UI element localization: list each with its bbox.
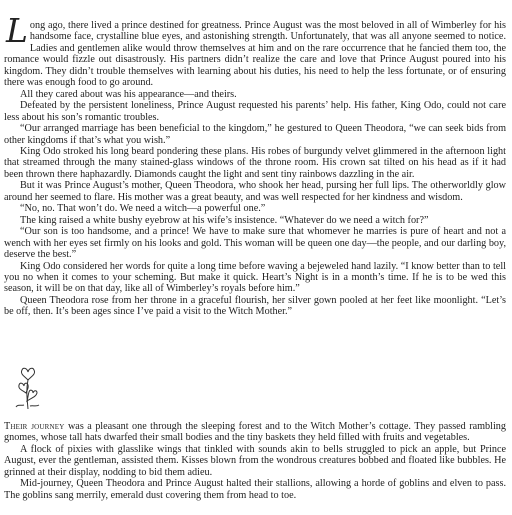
paragraph-text: was a pleasant one through the sleeping forest and to the Witch Mother’s cottage. They passed rambling gnomes, whose tall hats dwarfed their small bodies and the tiny baskets they held filled with fruits and vegetables. — [4, 421, 506, 444]
section-text — [4, 421, 506, 501]
paragraph: Queen Theodora rose from her throne in a graceful flourish, her silver gown pooled at her feet like moonlight. “Let’s be off, then. It’s been ages since I’ve paid a visit to the Witch Mother.” — [4, 294, 506, 318]
paragraph: Mid-journey, Queen Theodora and Prince August halted their stallions, allowing a horde of goblins and elven to pass. The goblins sang merrily, emerald dust covering them from head to toe. — [4, 478, 506, 501]
paragraph: But it was Prince August’s mother, Queen Theodora, who shook her head, pursing her full lips. The otherworldly glow around her seemed to flare. His mother was a great beauty, and was well respected for her kindness and wisdom. — [4, 180, 506, 203]
drop-cap: L — [6, 11, 28, 50]
paragraph: “Our son is too handsome, and a prince! We have to make sure that whomever he marries is pure of heart and not a wench with her eyes set firmly on his looks and gold. This woman will be queen one day—the people, and our darling boy, deserve the best.” — [4, 226, 506, 261]
lead-in: Their journey — [4, 421, 65, 432]
paragraph-text: ong ago, there lived a prince destined for greatness. Prince August was the most beloved in all of Wimberley for his handsome face, crystalline blue eyes, and astonishing strength. Unfortunately, that was all anyone seemed to notice. Ladies and gentlemen alike would throw themselves at him and on the rare occurrence that he fancied them too, the romance would fizzle out disastrously. His partners didn’t realize the care and love that Prince August poured into his kingdom. They didn’t trouble themselves with learning about his duties, his need to help the less fortunate, or of ensuring there was enough food to go around. — [4, 20, 506, 89]
hearts-flower-icon — [11, 360, 45, 410]
paragraph: The king raised a white bushy eyebrow at his wife’s insistence. “Whatever do we need a witch for?” — [20, 214, 429, 226]
paragraph: “No, no. That won’t do. We need a witch—a powerful one.” — [20, 203, 266, 215]
paragraph: King Odo considered her words for quite a long time before waving a bejeweled hand lazily. “I know better than to tell you no when it comes to your scheming. But make it quick. Heart’s Night is in a month’s time. If he is to be wed this season, it will be on that day, like all of Wimberley’s royals before him.” — [4, 260, 506, 295]
paragraph: A flock of pixies with glasslike wings that tinkled with sounds akin to bells struggled to pick an apple, but Prince August, ever the gentleman, assisted them. Kisses blown from the wondrous creatures bobbed and floated like bubbles. He grinned at their display, nodding to bid them adieu. — [4, 443, 506, 478]
chapter-text — [4, 11, 506, 318]
opening-paragraph — [4, 11, 506, 89]
paragraph: “Our arranged marriage has been beneficial to the kingdom,” he gestured to Queen Theodora, “we can seek bids from other kingdoms if that’s what you wish.” — [4, 123, 506, 146]
section-lead-paragraph — [4, 421, 506, 444]
paragraph: All they cared about was his appearance—and theirs. — [20, 88, 237, 100]
paragraph: Defeated by the persistent loneliness, Prince August requested his parents’ help. His father, King Odo, could not care less about his son’s romantic troubles. — [4, 100, 506, 123]
paragraph: King Odo stroked his long beard pondering these plans. His robes of burgundy velvet glimmered in the afternoon light that streamed through the many stained-glass windows of the throne room. His crown sat tilted on his head as if it had been thrown there haphazardly. Diamonds caught the light and sent tiny rainbows dazzling in the air. — [4, 145, 506, 180]
